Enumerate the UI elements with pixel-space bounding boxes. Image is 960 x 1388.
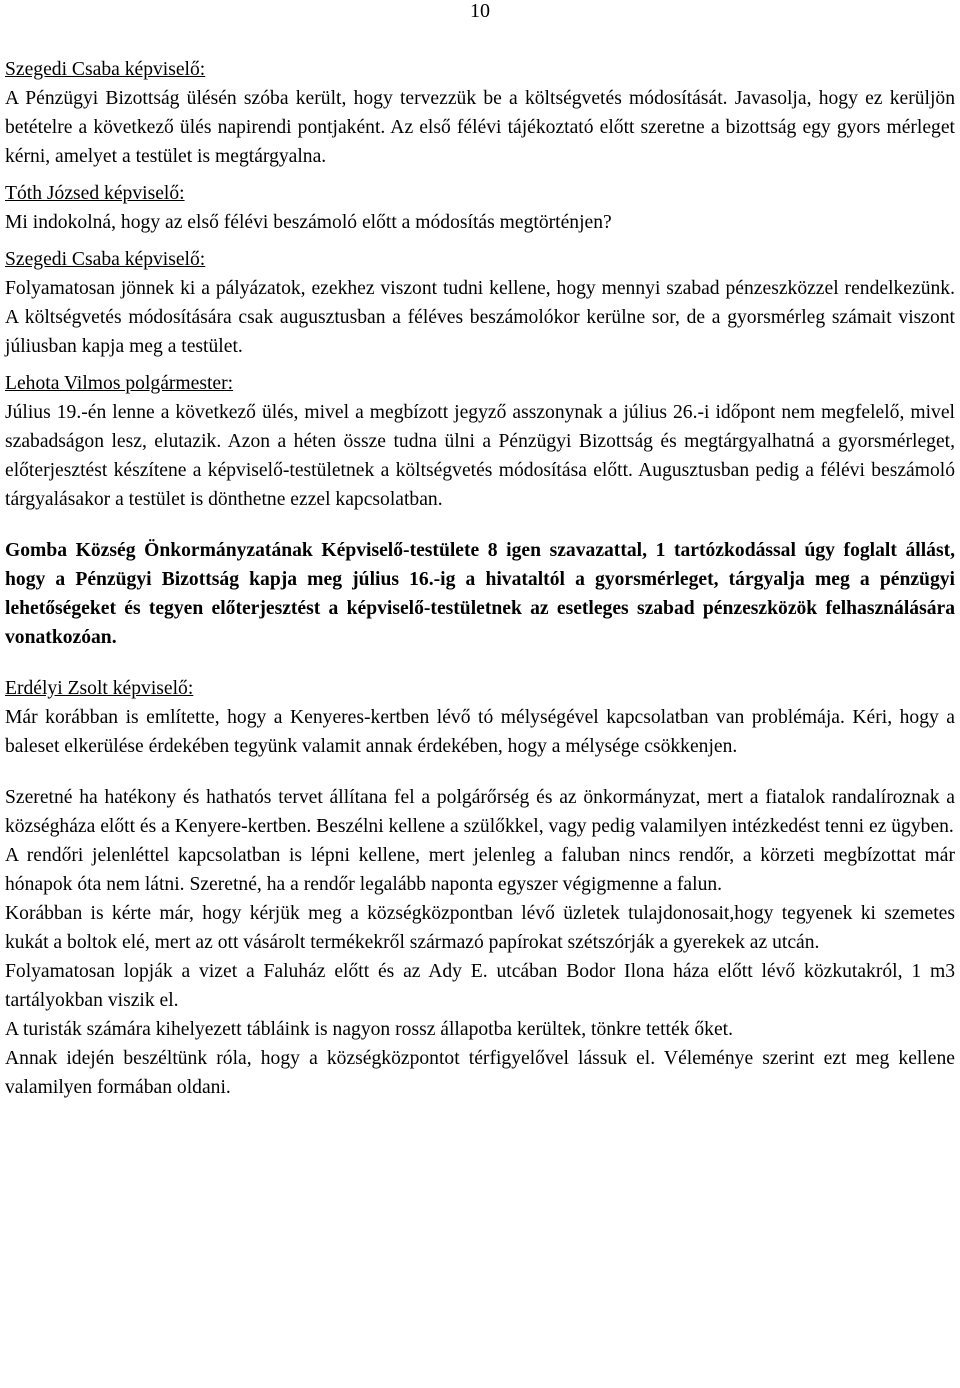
speech-text: Korábban is kérte már, hogy kérjük meg a községközpontban lévő üzletek tulajdonosait,hogy tegyenek ki szemetes kukát a boltok elé, mert az ott vásárolt termékekről származó papírokat szétszórják a gyerekek az utcán. <box>5 903 955 953</box>
speech-text: Szeretné ha hatékony és hathatós tervet állítana fel a polgárőrség és az önkormányzat, mert a fiatalok randalíroznak a községháza előtt és a Kenyere-kertben. Beszélni kellene a szülőkkel, vagy pedig valamilyen intézkedést tenni ez ügyben. <box>5 787 955 837</box>
speech-text: A turisták számára kihelyezett tábláink is nagyon rossz állapotba kerültek, tönkre tették őket. <box>5 1019 734 1040</box>
speech-block <box>5 369 955 514</box>
speech-text: Annak idején beszéltünk róla, hogy a községközpontot térfigyelővel lássuk el. Véleménye szerint ezt meg kellene valamilyen formában oldani. <box>5 1048 955 1098</box>
speech-text: Már korábban is említette, hogy a Kenyeres-kertben lévő tó mélységével kapcsolatban van problémája. Kéri, hogy a baleset elkerülése érdekében tegyünk valamit annak érdekében, hogy a mélysége csökkenjen. <box>5 707 955 757</box>
page-number: 10 <box>470 0 490 22</box>
speech-text: Július 19.-én lenne a következő ülés, mivel a megbízott jegyző asszonynak a július 26.-i időpont nem megfelelő, mivel szabadságon lesz, elutazik. Azon a héten össze tudna ülni a Pénzügyi Bizottság és megtárgyalhatná a gyorsmérleget, előterjesztést készítene a képviselő-testületnek a költségvetés módosítása előtt. Augusztusban pedig a félévi beszámoló tárgyalásakor a testület is dönthetne ezzel kapcsolatban. <box>5 402 955 510</box>
speech-text: Mi indokolná, hogy az első félévi beszámoló előtt a módosítás megtörténjen? <box>5 212 612 233</box>
speaker-name: Szegedi Csaba képviselő: <box>5 59 206 80</box>
speaker-name: Lehota Vilmos polgármester: <box>5 373 234 394</box>
resolution-text: Gomba Község Önkormányzatának Képviselő-testülete 8 igen szavazattal, 1 tartózkodással úgy foglalt állást, hogy a Pénzügyi Bizottság kapja meg július 16.-ig a hivataltól a gyorsmérleget, tárgyalja meg a pénzügyi lehetőségeket és tegyen előterjesztést a képviselő-testületnek az esetleges szabad pénzeszközök felhasználására vonatkozóan. <box>5 540 955 648</box>
speech-block-erdelyi <box>5 674 955 1102</box>
speaker-name: Tóth Józsed képviselő: <box>5 183 185 204</box>
speaker-name: Erdélyi Zsolt képviselő: <box>5 678 194 699</box>
minutes-body <box>5 55 955 1102</box>
speech-block <box>5 179 955 237</box>
speech-block <box>5 55 955 171</box>
speech-text: Folyamatosan jönnek ki a pályázatok, ezekhez viszont tudni kellene, hogy mennyi szabad pénzeszközzel rendelkezünk. A költségvetés módosítására csak augusztusban a féléves beszámolókor kerülne sor, de a gyorsmérleg számait viszont júliusban kapja meg a testület. <box>5 278 955 357</box>
speaker-name: Szegedi Csaba képviselő: <box>5 249 206 270</box>
speech-block <box>5 245 955 361</box>
speech-text: A Pénzügyi Bizottság ülésén szóba került, hogy tervezzük be a költségvetés módosítását. Javasolja, hogy ez kerüljön betételre a következő ülés napirendi pontjaként. Az első félévi tájékoztató előtt szeretne a bizottság egy gyors mérleget kérni, amelyet a testület is megtárgyalna. <box>5 88 955 167</box>
speech-text: A rendőri jelenléttel kapcsolatban is lépni kellene, mert jelenleg a faluban nincs rendőr, a körzeti megbízottat már hónapok óta nem látni. Szeretné, ha a rendőr legalább naponta egyszer végigmenne a falun. <box>5 845 955 895</box>
speech-text: Folyamatosan lopják a vizet a Faluház előtt és az Ady E. utcában Bodor Ilona háza előtt lévő közkutakról, 1 m3 tartályokban viszik el. <box>5 961 955 1011</box>
